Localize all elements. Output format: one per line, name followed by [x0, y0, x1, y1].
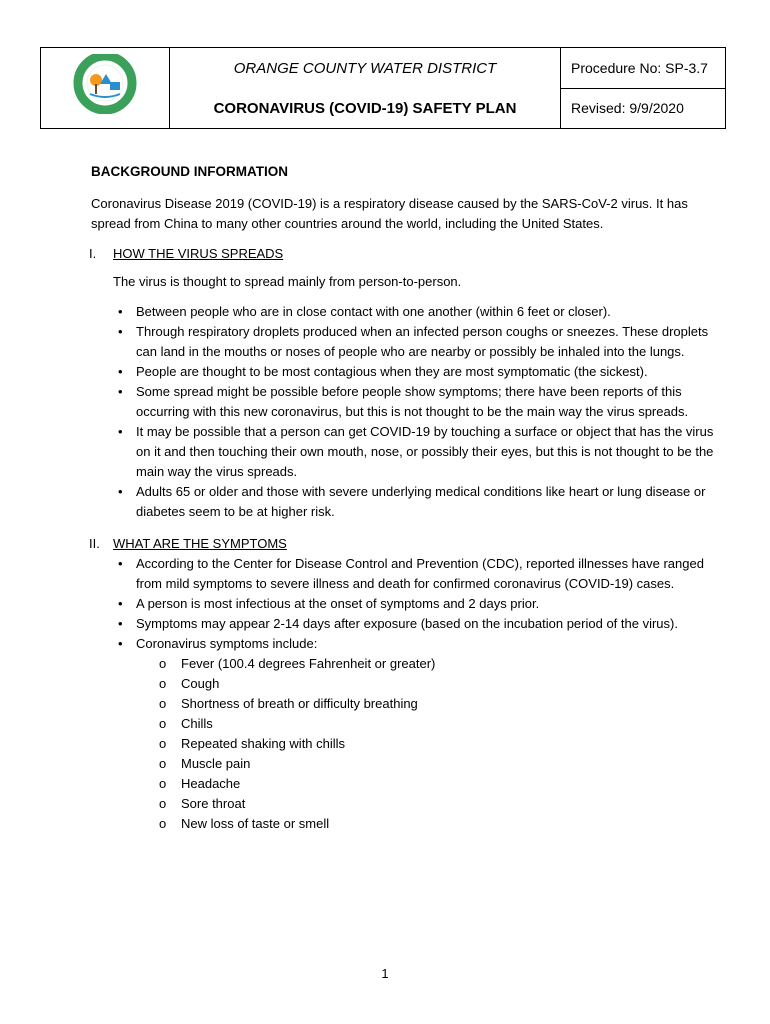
list-item: • Adults 65 or older and those with severe underlying medical conditions like heart or lung disease or diabetes seem to be at higher risk. [136, 482, 721, 522]
title-cell [170, 48, 561, 129]
symptom-item: o Headache [181, 774, 721, 794]
section-heading [91, 534, 721, 554]
logo-since-banner [75, 116, 135, 122]
section-heading [91, 244, 721, 264]
document-header [40, 47, 726, 129]
document-body [91, 162, 721, 846]
list-item: • It may be possible that a person can get COVID-19 by touching a surface or object that has the virus on it and then touching their own mouth, nose, or possibly their eyes, but this is not thought to be the main way the virus spreads. [136, 422, 721, 482]
revised-date: Revised: 9/9/2020 [571, 100, 684, 117]
symptom-item: o Repeated shaking with chills [181, 734, 721, 754]
bullet-list [91, 302, 721, 522]
background-heading: BACKGROUND INFORMATION [91, 164, 288, 179]
district-name: ORANGE COUNTY WATER DISTRICT [233, 59, 497, 77]
list-item: • Symptoms may appear 2-14 days after exposure (based on the incubation period of the virus). [136, 614, 721, 634]
symptom-item: o Cough [181, 674, 721, 694]
logo-cell [41, 48, 170, 129]
symptom-item: o Fever (100.4 degrees Fahrenheit or greater) [181, 654, 721, 674]
page-number: 1 [381, 966, 389, 981]
procedure-number: Procedure No: SP-3.7 [571, 59, 708, 76]
symptom-list [136, 654, 721, 834]
section-number: I. [89, 246, 97, 261]
meta-cell [561, 48, 726, 129]
list-item: • According to the Center for Disease Control and Prevention (CDC), reported illnesses have ranged from mild symptoms to severe illness and death for confirmed coronavirus (COVID-19) cases. [136, 554, 721, 594]
plan-title: CORONAVIRUS (COVID-19) SAFETY PLAN [213, 99, 517, 117]
list-item: • People are thought to be most contagious when they are most symptomatic (the sickest). [136, 362, 721, 382]
section-title: WHAT ARE THE SYMPTOMS [113, 536, 287, 551]
symptom-item: o Muscle pain [181, 754, 721, 774]
symptom-item: o Shortness of breath or difficulty breathing [181, 694, 721, 714]
list-item-text: Coronavirus symptoms include: [136, 636, 318, 651]
list-item: • A person is most infectious at the onset of symptoms and 2 days prior. [136, 594, 721, 614]
bullet-list [91, 554, 721, 834]
symptom-item: o Sore throat [181, 794, 721, 814]
background-paragraph: Coronavirus Disease 2019 (COVID-19) is a respiratory disease caused by the SARS-CoV-2 virus. It has spread from China to many other countries around the world, including the United States. [91, 196, 688, 231]
list-item [136, 634, 721, 834]
symptom-item: o New loss of taste or smell [181, 814, 721, 834]
list-item: • Through respiratory droplets produced when an infected person coughs or sneezes. These droplets can land in the mouths or noses of people who are nearby or possibly be inhaled into the lungs. [136, 322, 721, 362]
section-title: HOW THE VIRUS SPREADS [113, 246, 284, 261]
section-lead: The virus is thought to spread mainly from person-to-person. [113, 274, 462, 289]
district-logo [72, 54, 138, 114]
symptom-item: o Chills [181, 714, 721, 734]
list-item: • Some spread might be possible before people show symptoms; there have been reports of this occurring with this new coronavirus, but this is not thought to be the main way the virus spreads. [136, 382, 721, 422]
section-number: II. [89, 536, 100, 551]
list-item: • Between people who are in close contact with one another (within 6 feet or closer). [136, 302, 721, 322]
